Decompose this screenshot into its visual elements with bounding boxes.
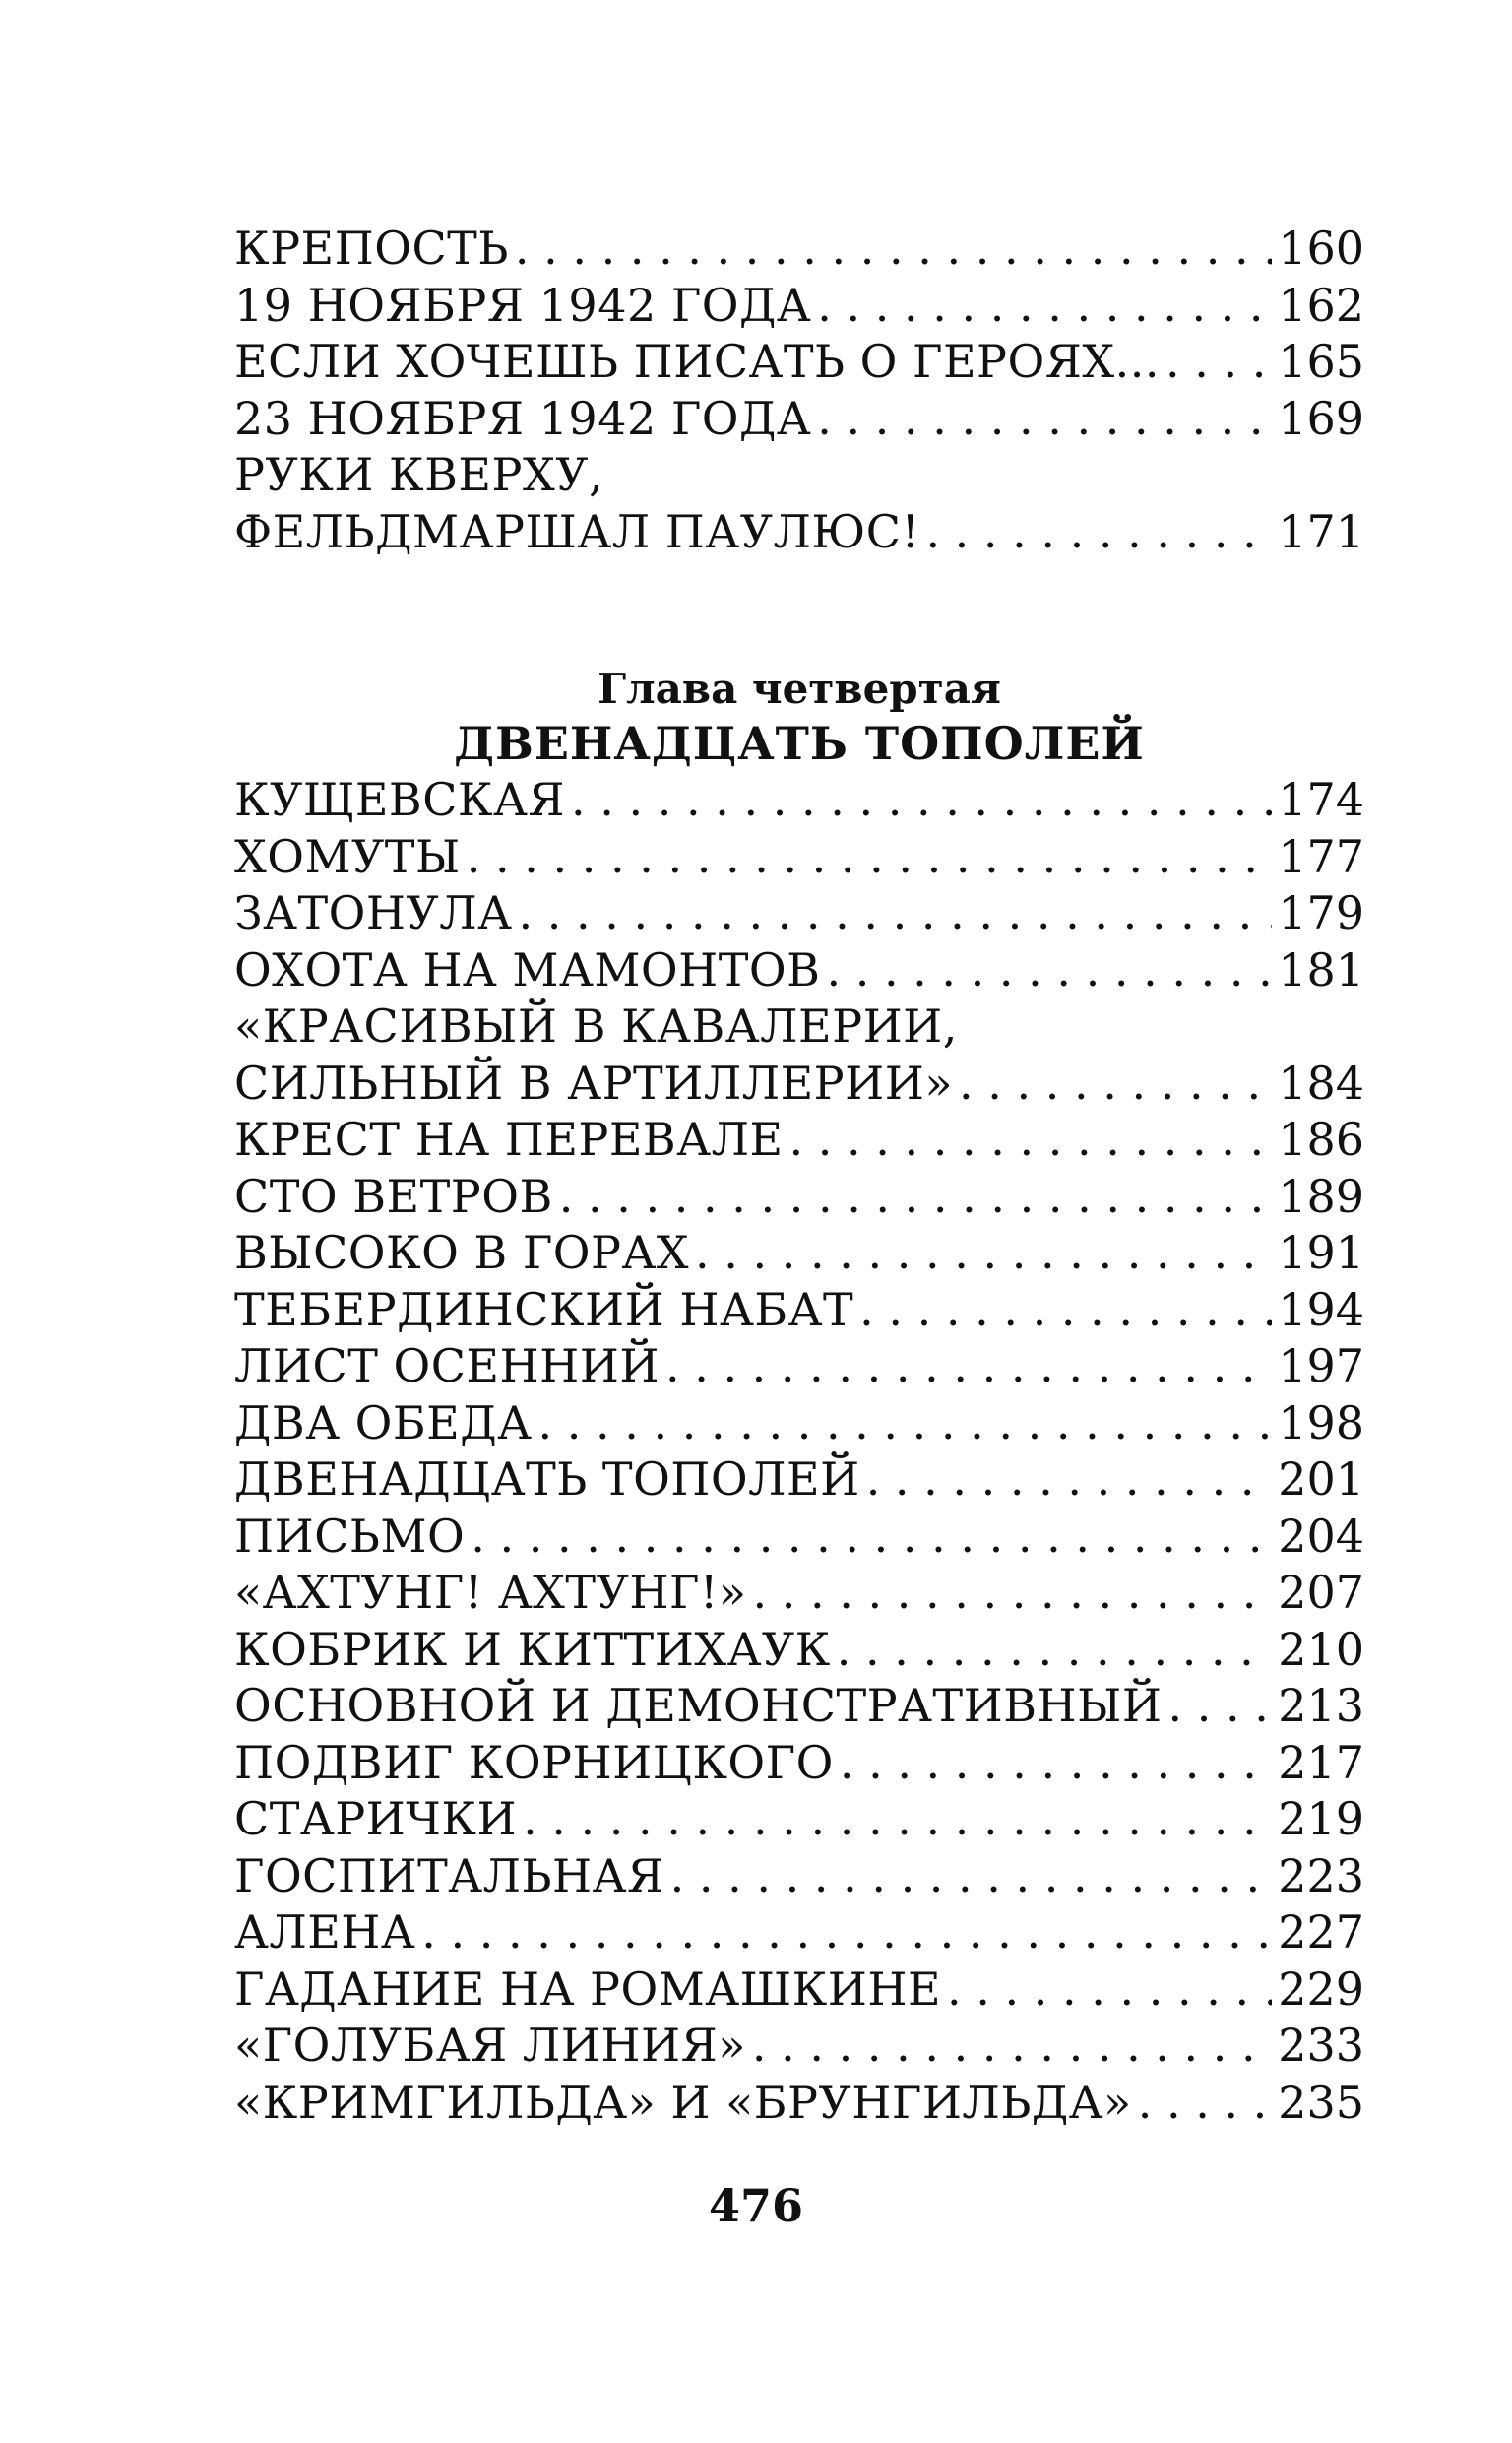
dot-leader (538, 1395, 1273, 1452)
dot-leader (817, 391, 1272, 448)
dot-leader (695, 1225, 1272, 1282)
toc-entry-page: 235 (1278, 2075, 1364, 2129)
dot-leader (559, 1169, 1272, 1226)
toc-entry-title: ПИСЬМО (234, 1509, 466, 1563)
toc-entry-title: КУЩЕВСКАЯ (234, 773, 566, 826)
toc-entry-title: ОСНОВНОЙ И ДЕМОНСТРАТИВНЫЙ (234, 1679, 1163, 1732)
dot-leader (1138, 2075, 1272, 2132)
toc-entry (234, 1509, 1364, 1566)
toc-entry (234, 1112, 1364, 1169)
toc-entry (234, 334, 1364, 391)
toc-entry (234, 1225, 1364, 1282)
toc-entry-title: ЛИСТ ОСЕННИЙ (234, 1339, 660, 1392)
toc-entry-title: ДВЕНАДЦАТЬ ТОПОЛЕЙ (234, 1452, 860, 1506)
toc-entry-page: 227 (1278, 1905, 1364, 1959)
toc-entry (234, 1848, 1364, 1905)
toc-entry (234, 2018, 1364, 2075)
toc-entry-page: 177 (1278, 829, 1364, 883)
toc-entry-title-line2: ФЕЛЬДМАРШАЛ ПАУЛЮС! (234, 504, 920, 558)
toc-entry (234, 772, 1364, 829)
toc-entry-title: ГАДАНИЕ НА РОМАШКИНЕ (234, 1961, 942, 2016)
dot-leader (670, 1848, 1273, 1905)
toc-entry (234, 1282, 1364, 1339)
dot-leader (523, 1791, 1272, 1848)
toc-entry-title: ТЕБЕРДИНСКИЙ НАБАТ (234, 1282, 854, 1336)
toc-entry-title-line1: РУКИ КВЕРХУ, (234, 448, 604, 501)
toc-entry-page: 223 (1278, 1848, 1364, 1902)
toc-entry-page: 201 (1278, 1452, 1364, 1506)
toc-entry-page: 171 (1278, 504, 1364, 558)
toc-entry-page: 186 (1278, 1113, 1364, 1166)
toc-entry (234, 278, 1364, 335)
toc-entry-title: ВЫСОКО В ГОРАХ (234, 1226, 690, 1279)
toc-entry-title: КРЕСТ НА ПЕРЕВАЛЕ (234, 1113, 784, 1166)
toc-entry (234, 2075, 1364, 2132)
toc-entry (234, 1904, 1364, 1961)
toc-entry-title: 19 НОЯБРЯ 1942 ГОДА (234, 278, 812, 332)
toc-entry-page: 197 (1278, 1339, 1364, 1392)
toc-entry-page: 189 (1278, 1169, 1364, 1223)
dot-leader (571, 772, 1272, 829)
dot-leader (518, 885, 1272, 942)
toc-entry-title: ОХОТА НА МАМОНТОВ (234, 942, 821, 996)
toc-section-chapter (234, 664, 1364, 2131)
toc-entry (234, 942, 1364, 999)
toc-entry-title: СТАРИЧКИ (234, 1792, 518, 1845)
toc-entry-page: 213 (1278, 1679, 1364, 1732)
dot-leader (753, 1565, 1273, 1622)
toc-entry-page: 229 (1278, 1961, 1364, 2016)
toc-entry (234, 998, 1364, 1112)
toc-entry-page: 191 (1278, 1226, 1364, 1279)
toc-list (234, 221, 1364, 447)
dot-leader (471, 1509, 1272, 1566)
toc-entry (234, 1565, 1364, 1622)
dot-leader (959, 1056, 1272, 1113)
toc-entry (234, 447, 1364, 560)
toc-entry-page: 181 (1278, 942, 1364, 996)
toc-section-previous (234, 221, 1364, 560)
toc-entry-title: СТО ВЕТРОВ (234, 1169, 553, 1223)
dot-leader (665, 1338, 1272, 1395)
dot-leader (859, 1282, 1272, 1339)
toc-entry-title: ХОМУТЫ (234, 829, 461, 883)
toc-entry-title: 23 НОЯБРЯ 1942 ГОДА (234, 391, 812, 445)
toc-entry (234, 1735, 1364, 1792)
toc-entry (234, 1791, 1364, 1848)
chapter-label: Глава четвертая (598, 665, 1001, 713)
toc-entry-page: 169 (1278, 391, 1364, 445)
toc-entry-page: 162 (1278, 278, 1364, 332)
chapter-title: ДВЕНАДЦАТЬ ТОПОЛЕЙ (454, 717, 1145, 770)
toc-entry-page: 194 (1278, 1282, 1364, 1336)
dot-leader (752, 2018, 1272, 2075)
toc-entry (234, 221, 1364, 278)
toc-entry (234, 1169, 1364, 1226)
dot-leader (947, 1961, 1272, 2019)
toc-entry-page: 204 (1278, 1509, 1364, 1563)
toc-entry-page: 207 (1278, 1566, 1364, 1619)
toc-entry-page: 174 (1278, 773, 1364, 826)
dot-leader (515, 221, 1272, 278)
toc-entry (234, 1678, 1364, 1735)
toc-entry (234, 1622, 1364, 1679)
toc-entry-page: 160 (1278, 222, 1364, 275)
toc-entry (234, 885, 1364, 942)
toc-entry-title: ЗАТОНУЛА (234, 886, 513, 939)
toc-entry-page: 210 (1278, 1622, 1364, 1676)
toc-list (234, 772, 1364, 998)
toc-entry-title: «ГОЛУБАЯ ЛИНИЯ» (234, 2019, 746, 2072)
toc-entry-page: 217 (1278, 1735, 1364, 1789)
toc-entry (234, 1961, 1364, 2019)
toc-entry-page: 198 (1278, 1395, 1364, 1449)
dot-leader (789, 1112, 1273, 1169)
toc-entry-title: КОБРИК И КИТТИХАУК (234, 1622, 831, 1676)
toc-entry-page: 165 (1278, 335, 1364, 388)
toc-entry-page: 233 (1278, 2019, 1364, 2072)
dot-leader (826, 942, 1272, 999)
toc-entry-title: ПОДВИГ КОРНИЦКОГО (234, 1735, 834, 1789)
toc-entry-title: АЛЕНА (234, 1905, 416, 1959)
toc-entry-page: 219 (1278, 1792, 1364, 1845)
dot-leader (421, 1904, 1272, 1961)
dot-leader (925, 504, 1272, 561)
dot-leader (467, 829, 1272, 886)
chapter-heading (234, 664, 1364, 772)
toc-entry (234, 1395, 1364, 1452)
dot-leader (837, 1622, 1272, 1679)
dot-leader (840, 1735, 1272, 1792)
toc-entry-title: «КРИМГИЛЬДА» И «БРУНГИЛЬДА» (234, 2075, 1132, 2129)
toc-list (234, 1112, 1364, 2131)
toc-entry-title-line1: «КРАСИВЫЙ В КАВАЛЕРИИ, (234, 999, 958, 1053)
toc-entry-title: ГОСПИТАЛЬНАЯ (234, 1848, 664, 1902)
dot-leader (866, 1451, 1273, 1509)
toc-entry-title: ДВА ОБЕДА (234, 1395, 533, 1449)
toc-entry-title: «АХТУНГ! АХТУНГ!» (234, 1566, 747, 1619)
dot-leader (817, 278, 1272, 335)
dot-leader (1166, 334, 1272, 391)
toc-entry (234, 391, 1364, 448)
toc-entry-page: 179 (1278, 886, 1364, 939)
toc-entry (234, 829, 1364, 886)
dot-leader (1168, 1678, 1273, 1735)
toc-entry (234, 1338, 1364, 1395)
toc-entry-title-line2: СИЛЬНЫЙ В АРТИЛЛЕРИИ» (234, 1056, 953, 1110)
page-number: 476 (708, 2179, 804, 2232)
toc-entry (234, 1451, 1364, 1509)
toc-entry-title: ЕСЛИ ХОЧЕШЬ ПИСАТЬ О ГЕРОЯХ... (234, 335, 1160, 388)
toc-entry-title: КРЕПОСТЬ (234, 222, 509, 275)
toc-entry-page: 184 (1278, 1056, 1364, 1110)
